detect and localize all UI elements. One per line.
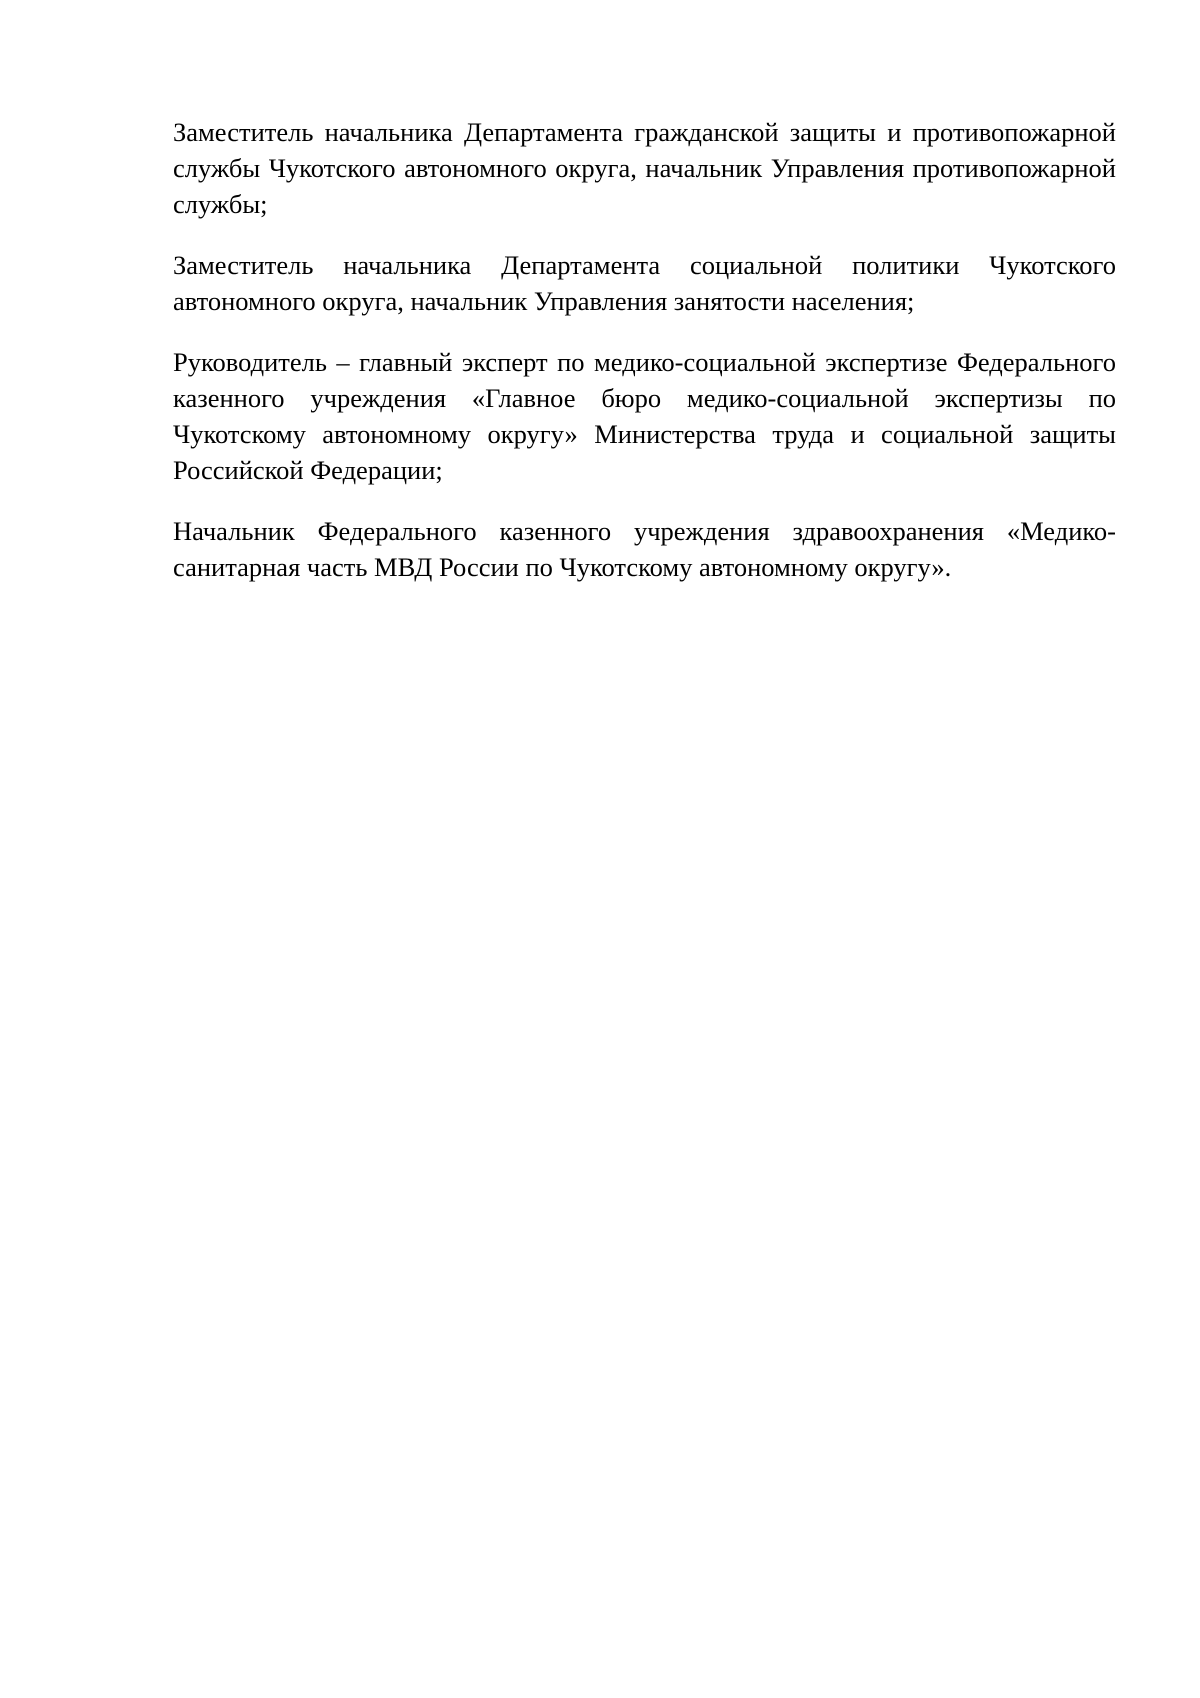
paragraph-medical-expert-head: Руководитель – главный эксперт по медико-социальной экспертизе Федерального казенного учреждения «Главное бюро медико-социальной экспертизы по Чукотскому автономному округу» Министерства труда и социальной защиты Российской Федерации;: [173, 347, 1116, 485]
document-body: [173, 114, 1116, 610]
paragraph-medical-unit-head: Начальник Федерального казенного учреждения здравоохранения «Медико-санитарная часть МВД России по Чукотскому автономному округу».: [173, 516, 1116, 582]
paragraph-social-policy-deputy: Заместитель начальника Департамента социальной политики Чукотского автономного округа, начальник Управления занятости населения;: [173, 250, 1116, 316]
paragraph-civil-defense-deputy: Заместитель начальника Департамента гражданской защиты и противопожарной службы Чукотского автономного округа, начальник Управления противопожарной службы;: [173, 117, 1116, 219]
